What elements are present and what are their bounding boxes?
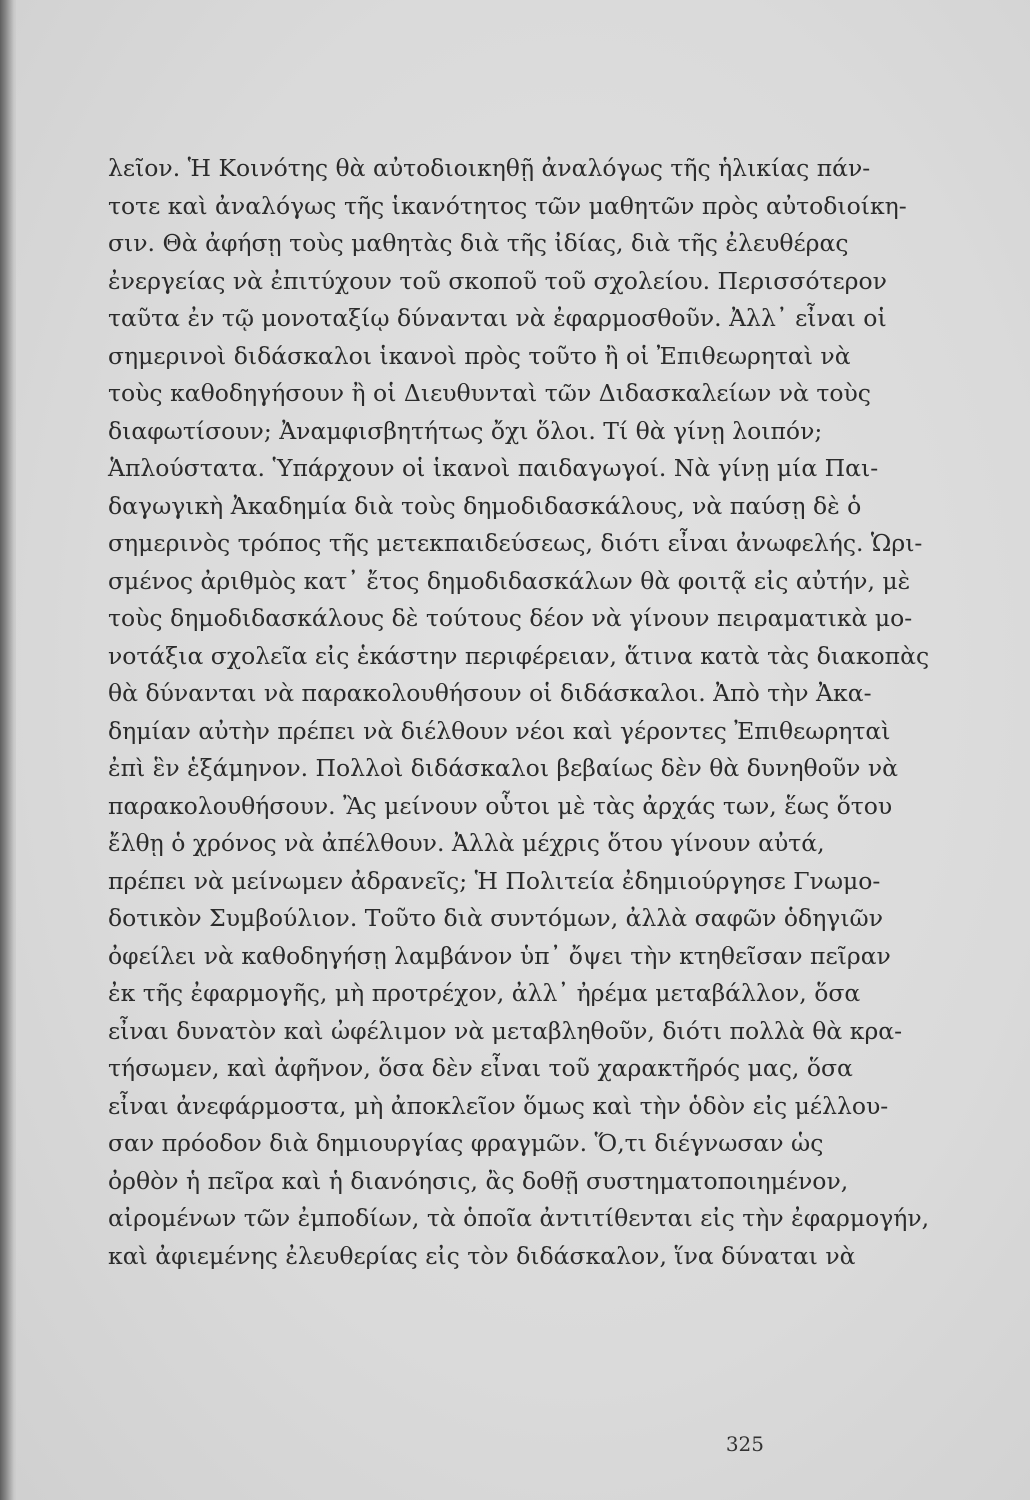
text-line: τοὺς καθοδηγήσουν ἢ οἱ Διευθυνταὶ τῶν Διδασκαλείων νὰ τοὺς bbox=[108, 379, 871, 407]
body-text bbox=[108, 150, 930, 1275]
text-line: εἶναι ἀνεφάρμοστα, μὴ ἀποκλεῖον ὅμως καὶ τὴν ὁδὸν εἰς μέλλου- bbox=[108, 1091, 889, 1120]
text-line: σμένος ἀριθμὸς κατ᾿ ἔτος δημοδιδασκάλων θὰ φοιτᾷ εἰς αὐτήν, μὲ bbox=[108, 566, 911, 595]
text-line: ταῦτα ἐν τῷ μονοταξίῳ δύνανται νὰ ἐφαρμοσθοῦν. Ἀλλ᾿ εἶναι οἱ bbox=[108, 304, 887, 332]
text-line: δοτικὸν Συμβούλιον. Τοῦτο διὰ συντόμων, ἀλλὰ σαφῶν ὁδηγιῶν bbox=[108, 904, 883, 932]
text-line: Ἁπλούστατα. Ὑπάρχουν οἱ ἱκανοὶ παιδαγωγοί. Νὰ γίνῃ μία Παι- bbox=[108, 454, 879, 482]
text-line: πρέπει νὰ μείνωμεν ἀδρανεῖς; Ἡ Πολιτεία ἐδημιούργησε Γνωμο- bbox=[108, 866, 881, 895]
text-line: λεῖον. Ἡ Κοινότης θὰ αὐτοδιοικηθῇ ἀναλόγως τῆς ἡλικίας πάν- bbox=[108, 154, 871, 182]
text-line: δαγωγικὴ Ἀκαδημία διὰ τοὺς δημοδιδασκάλους, νὰ παύσῃ δὲ ὁ bbox=[108, 491, 862, 520]
text-line: σιν. Θὰ ἀφήσῃ τοὺς μαθητὰς διὰ τῆς ἰδίας, διὰ τῆς ἐλευθέρας bbox=[108, 229, 849, 257]
text-line: θὰ δύνανται νὰ παρακολουθήσουν οἱ διδάσκαλοι. Ἀπὸ τὴν Ἀκα- bbox=[108, 679, 872, 707]
text-line: τοτε καὶ ἀναλόγως τῆς ἱκανότητος τῶν μαθητῶν πρὸς αὐτοδιοίκη- bbox=[108, 191, 907, 220]
text-line: σημερινὸς τρόπος τῆς μετεκπαιδεύσεως, διότι εἶναι ἀνωφελής. Ὡρι- bbox=[108, 529, 923, 557]
text-line: σημερινοὶ διδάσκαλοι ἱκανοὶ πρὸς τοῦτο ἢ οἱ Ἐπιθεωρηταὶ νὰ bbox=[108, 341, 851, 370]
text-line: διαφωτίσουν; Ἀναμφισβητήτως ὄχι ὅλοι. Τί θὰ γίνῃ λοιπόν; bbox=[108, 416, 823, 445]
text-line: ἔλθῃ ὁ χρόνος νὰ ἀπέλθουν. Ἀλλὰ μέχρις ὅτου γίνουν αὐτά, bbox=[108, 829, 825, 857]
text-line: παρακολουθήσουν. Ἂς μείνουν οὗτοι μὲ τὰς ἀρχάς των, ἕως ὅτου bbox=[108, 791, 893, 820]
text-line: τοὺς δημοδιδασκάλους δὲ τούτους δέον νὰ γίνουν πειραματικὰ μο- bbox=[108, 604, 913, 632]
text-line: τήσωμεν, καὶ ἀφῆνον, ὅσα δὲν εἶναι τοῦ χαρακτῆρός μας, ὅσα bbox=[108, 1054, 853, 1082]
page-number: 325 bbox=[725, 1432, 764, 1456]
text-line: σαν πρόοδον διὰ δημιουργίας φραγμῶν. Ὅ,τι διέγνωσαν ὡς bbox=[108, 1129, 824, 1157]
text-line: ἐκ τῆς ἐφαρμογῆς, μὴ προτρέχον, ἀλλ᾿ ἠρέμα μεταβάλλον, ὅσα bbox=[108, 979, 861, 1007]
text-line: ἐνεργείας νὰ ἐπιτύχουν τοῦ σκοποῦ τοῦ σχολείου. Περισσότερον bbox=[108, 266, 887, 295]
text-line: ὀφείλει νὰ καθοδηγήσῃ λαμβάνον ὑπ᾿ ὄψει τὴν κτηθεῖσαν πεῖραν bbox=[108, 941, 891, 970]
text-line: νοτάξια σχολεῖα εἰς ἑκάστην περιφέρειαν, ἅτινα κατὰ τὰς διακοπὰς bbox=[108, 641, 930, 670]
text-line: ὀρθὸν ἡ πεῖρα καὶ ἡ διανόησις, ἂς δοθῇ συστηματοποιημένον, bbox=[108, 1166, 849, 1195]
text-line: δημίαν αὐτὴν πρέπει νὰ διέλθουν νέοι καὶ γέροντες Ἐπιθεωρηταὶ bbox=[108, 716, 891, 745]
text-line: εἶναι δυνατὸν καὶ ὠφέλιμον νὰ μεταβληθοῦν, διότι πολλὰ θὰ κρα- bbox=[108, 1016, 903, 1045]
text-line: καὶ ἀφιεμένης ἐλευθερίας εἰς τὸν διδάσκαλον, ἵνα δύναται νὰ bbox=[108, 1241, 856, 1270]
text-line: αἰρομένων τῶν ἐμποδίων, τὰ ὁποῖα ἀντιτίθενται εἰς τὴν ἐφαρμογήν, bbox=[108, 1204, 930, 1232]
text-line: ἐπὶ ἓν ἑξάμηνον. Πολλοὶ διδάσκαλοι βεβαίως δὲν θὰ δυνηθοῦν νὰ bbox=[108, 754, 899, 782]
